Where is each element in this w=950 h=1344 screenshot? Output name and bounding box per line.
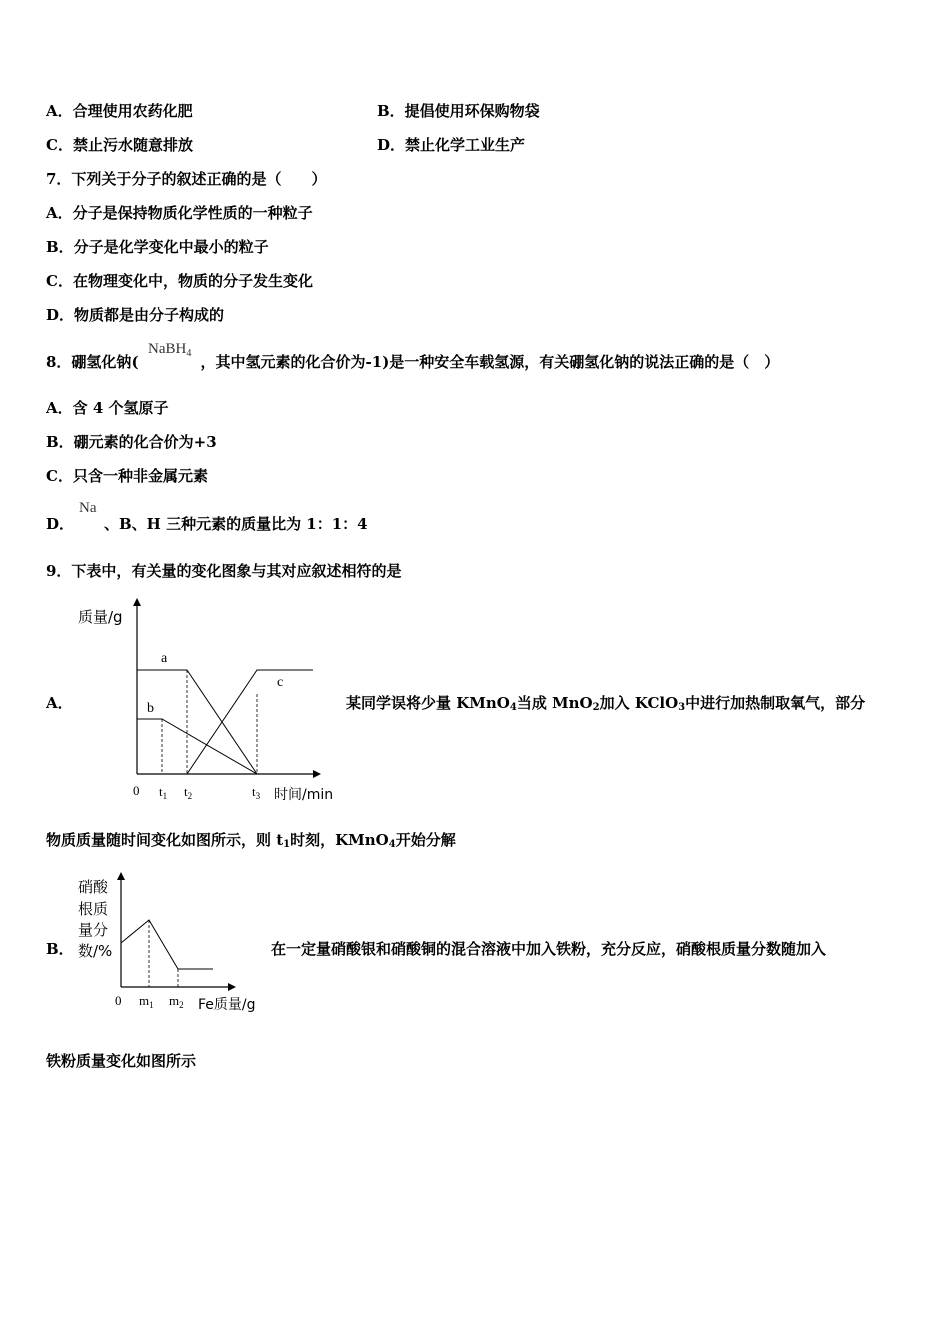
q8-option-d-label: D．: [46, 515, 75, 533]
q7-option-b: B．分子是化学变化中最小的粒子: [46, 238, 269, 256]
tick-label-t3: $t_3$: [252, 784, 261, 801]
q8-stem-prefix: 8．硼氢化钠(: [46, 353, 139, 371]
series-b-label: b: [147, 701, 154, 716]
chart-b-origin: 0: [115, 993, 122, 1008]
q8-formula-na: Na: [79, 500, 97, 516]
chart-a: [75, 596, 355, 811]
q9-stem: 9．下表中，有关量的变化图象与其对应叙述相符的是: [46, 562, 402, 580]
q8-option-a: A．含 4 个氢原子: [46, 399, 169, 417]
chart-b-xlabel: Fe质量/g: [198, 997, 256, 1013]
series-nitrate-line: [121, 920, 213, 969]
series-c-line: [187, 670, 313, 774]
q8-stem-suffix: ，其中氢元素的化合价为-1)是一种安全车载氢源，有关硼氢化钠的说法正确的是（ ）: [200, 353, 780, 371]
q8-option-d-text: 、B、H 三种元素的质量比为 1：1：4: [104, 515, 368, 533]
q6-option-d: D．禁止化学工业生产: [377, 136, 526, 154]
series-a-label: a: [161, 651, 168, 666]
chart-a-ylabel: 质量/g: [78, 608, 123, 626]
chart-a-xlabel: 时间/min: [274, 787, 334, 803]
chart-a-y-arrow: [133, 598, 141, 606]
chart-b-ylabel-line2: 根质: [78, 900, 109, 918]
chart-b-ylabel-line4: 数/%: [78, 942, 113, 960]
q9-option-a-label: A．: [46, 694, 73, 712]
q6-option-a: A．合理使用农药化肥: [46, 102, 193, 120]
q8-formula-nabh4: NaBH$_4$: [148, 341, 192, 359]
q9-option-b-text-cont: 铁粉质量变化如图所示: [46, 1052, 197, 1070]
q9-option-a-text-cont: 物质质量随时间变化如图所示，则 $t_1$时刻，KMnO$_4$开始分解: [46, 831, 456, 850]
q7-option-d: D．物质都是由分子构成的: [46, 306, 225, 324]
q7-stem: 7．下列关于分子的叙述正确的是（ ）: [46, 170, 327, 188]
q8-option-c: C．只含一种非金属元素: [46, 467, 208, 485]
chart-b: [75, 868, 275, 1018]
series-c-label: c: [277, 675, 284, 690]
chart-a-x-arrow: [313, 770, 321, 778]
q9-option-a-text: 某同学误将少量 KMnO$_4$当成 MnO$_2$加入 KClO$_3$中进行加热制取氧气，部分: [346, 694, 866, 713]
chart-a-origin: 0: [133, 783, 140, 798]
q9-option-b-label: B．: [46, 940, 74, 958]
chart-b-ylabel-line3: 量分: [78, 921, 109, 939]
q6-option-c: C．禁止污水随意排放: [46, 136, 193, 154]
tick-label-t2: $t_2$: [184, 784, 193, 801]
chart-b-x-arrow: [228, 983, 236, 991]
tick-label-m2: $m_2$: [169, 993, 184, 1010]
q7-option-c: C．在物理变化中，物质的分子发生变化: [46, 272, 313, 290]
q6-option-b: B．提倡使用环保购物袋: [377, 102, 540, 120]
q9-option-b-text: 在一定量硝酸银和硝酸铜的混合溶液中加入铁粉，充分反应，硝酸根质量分数随加入: [271, 940, 827, 958]
tick-label-m1: $m_1$: [139, 993, 154, 1010]
chart-b-ylabel-line1: 硝酸: [78, 878, 109, 896]
chart-b-y-arrow: [117, 872, 125, 880]
q8-option-b: B．硼元素的化合价为+3: [46, 433, 217, 451]
tick-label-t1: $t_1$: [159, 784, 168, 801]
q7-option-a: A．分子是保持物质化学性质的一种粒子: [46, 204, 313, 222]
